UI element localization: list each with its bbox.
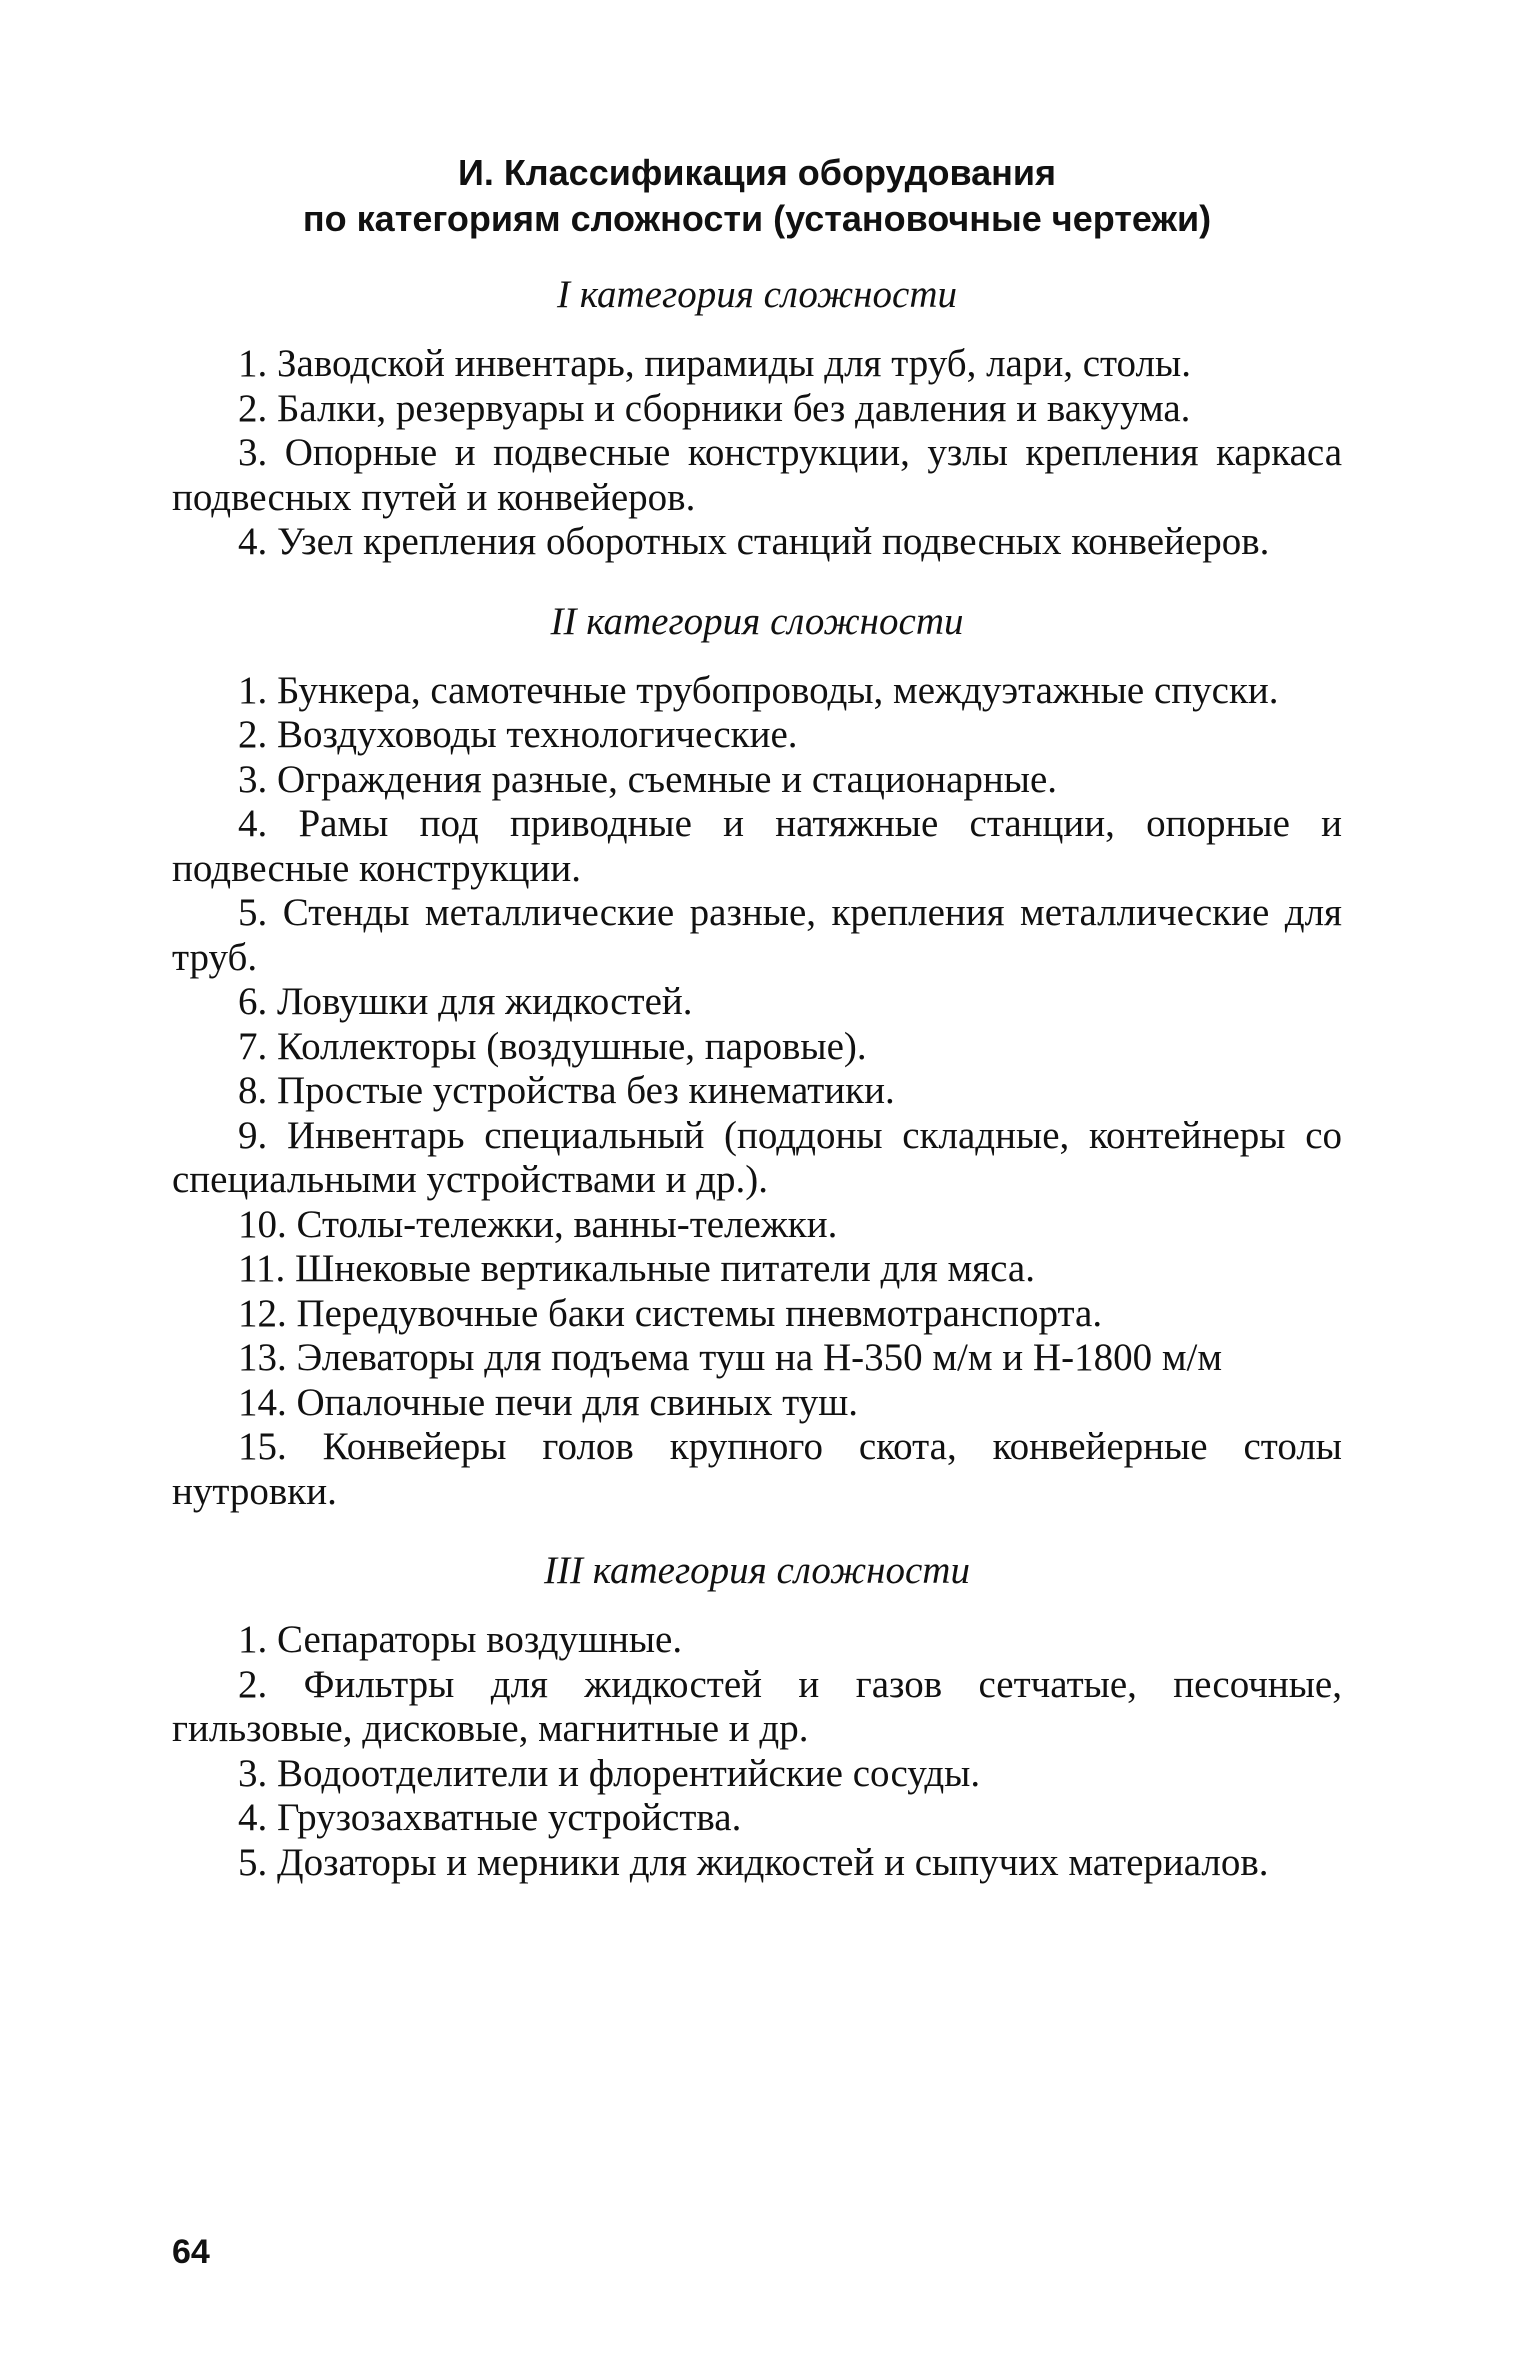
- list-item: 4. Рамы под приводные и натяжные станции, опорные и подвесные конструкции.: [172, 802, 1342, 890]
- list-item: 2. Фильтры для жидкостей и газов сетчатые, песочные, гильзовые, дисковые, магнитные и др.: [172, 1662, 1342, 1750]
- item-list: [172, 669, 1342, 1515]
- list-item: 9. Инвентарь специальный (поддоны складные, контейнеры со специальными устройствами и др.).: [172, 1113, 1342, 1201]
- list-item: 7. Коллекторы (воздушные, паровые).: [238, 1024, 867, 1068]
- list-item: 10. Столы-тележки, ванны-тележки.: [238, 1202, 838, 1246]
- list-item: 1. Сепараторы воздушные.: [238, 1618, 683, 1661]
- list-item: 3. Ограждения разные, съемные и стационарные.: [238, 757, 1058, 801]
- list-item: 2. Воздуховоды технологические.: [238, 713, 798, 756]
- list-item: 4. Грузозахватные устройства.: [238, 1796, 742, 1839]
- list-item: 11. Шнековые вертикальные питатели для мяса.: [238, 1247, 1035, 1290]
- list-item: 2. Балки, резервуары и сборники без давления и вакуума.: [238, 386, 1191, 430]
- list-item: 13. Элеваторы для подъема туш на H-350 м/м и H-1800 м/м: [238, 1336, 1223, 1379]
- item-list: [172, 1618, 1342, 1885]
- list-item: 3. Опорные и подвесные конструкции, узлы крепления каркаса подвесных путей и конвейеров.: [172, 431, 1342, 519]
- list-item: 4. Узел крепления оборотных станций подвесных конвейеров.: [238, 520, 1270, 563]
- list-item: 6. Ловушки для жидкостей.: [238, 980, 693, 1023]
- list-item: 1. Бункера, самотечные трубопроводы, междуэтажные спуски.: [238, 668, 1279, 712]
- section-heading: I категория сложности: [557, 273, 957, 316]
- section-category-2: [172, 599, 1342, 1515]
- page-number: 64: [172, 2233, 210, 2271]
- list-item: 1. Заводской инвентарь, пирамиды для труб, лари, столы.: [238, 342, 1191, 385]
- list-item: 5. Дозаторы и мерники для жидкостей и сыпучих материалов.: [238, 1840, 1269, 1884]
- section-category-3: [172, 1548, 1342, 1885]
- section-heading: III категория сложности: [544, 1549, 970, 1592]
- list-item: 5. Стенды металлические разные, крепления металлические для труб.: [172, 891, 1342, 979]
- list-item: 3. Водоотделители и флорентийские сосуды.: [238, 1751, 981, 1795]
- item-list: [172, 342, 1342, 565]
- title-line-2: по категориям сложности (установочные чертежи): [302, 198, 1212, 239]
- section-category-1: [172, 272, 1342, 565]
- list-item: 8. Простые устройства без кинематики.: [238, 1069, 895, 1112]
- document-page: [172, 150, 1342, 1885]
- list-item: 12. Передувочные баки системы пневмотранспорта.: [238, 1291, 1103, 1335]
- title-line-1: И. Классификация оборудования: [457, 152, 1057, 193]
- document-title: [172, 150, 1342, 242]
- list-item: 14. Опалочные печи для свиных туш.: [238, 1380, 859, 1424]
- section-heading: II категория сложности: [550, 599, 964, 643]
- list-item: 15. Конвейеры голов крупного скота, конвейерные столы нутровки.: [172, 1425, 1342, 1513]
